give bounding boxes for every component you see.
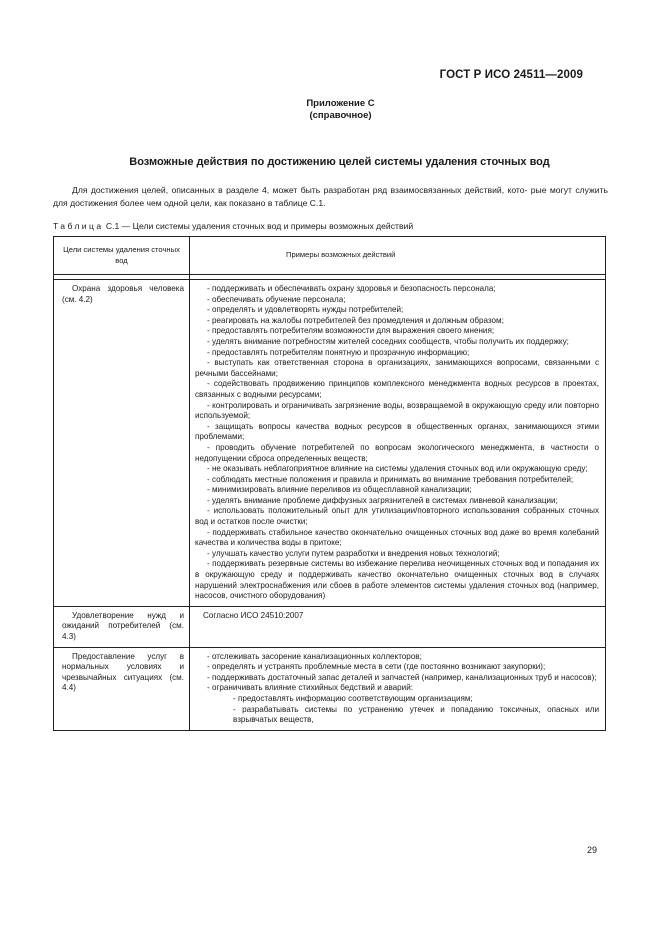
goals-table xyxy=(53,236,606,731)
action-item: - поддерживать резервные системы во избежание перелива неочищенных сточных вод и попадания их в окружающую среду и поддерживать качество окончательно очищенных сточных вод в случаях нарушений электроснабжения или сбоев в работе элементов системы удаления сточных вод (например, насосов, очистного оборудования) xyxy=(195,559,599,601)
action-item: - минимизировать влияние переливов из общесплавной канализации; xyxy=(207,485,472,495)
action-item: - не оказывать неблагоприятное влияние на системы удаления сточных вод или окружающую среду; xyxy=(207,464,588,474)
action-item: - улучшать качество услуги путем разработки и внедрения новых технологий; xyxy=(207,548,500,558)
actions-cell xyxy=(190,280,606,607)
table-row xyxy=(54,647,606,730)
action-item: Согласно ИСО 24510:2007 xyxy=(203,610,304,620)
actions-cell xyxy=(190,647,606,730)
section-title: Возможные действия по достижению целей системы удаления сточных вод xyxy=(129,156,550,168)
page-number: 29 xyxy=(586,845,597,855)
action-item: - ограничивать влияние стихийных бедствий и аварий: xyxy=(207,683,413,693)
column-header-goals: Цели системы удаления сточных вод xyxy=(54,237,190,275)
action-item: - содействовать продвижению принципов комплексного менеджмента водных ресурсов в проектах, связанных с водными ресурсами; xyxy=(195,379,599,399)
action-item: - уделять внимание проблеме диффузных загрязнителей в системах ливневой канализации; xyxy=(207,495,558,505)
action-item: - соблюдать местные положения и правила и принимать во внимание требования потребителей; xyxy=(207,474,574,484)
action-subitem: - разрабатывать системы по устранению утечек и попаданию токсичных, опасных или взрывчатых веществ, xyxy=(233,704,599,725)
annex-title: Приложение С xyxy=(306,98,375,109)
action-item: - поддерживать стабильное качество окончательно очищенных сточных вод даже во время колебаний качества и количества воды в притоке; xyxy=(195,527,599,548)
table-caption xyxy=(53,221,613,231)
action-item: - предоставлять потребителям возможности для выражения своего мнения; xyxy=(207,326,495,336)
document-code: ГОСТ Р ИСО 24511—2009 xyxy=(439,69,583,81)
table-caption-text: С.1 — Цели системы удаления сточных вод и примеры возможных действий xyxy=(105,221,414,231)
action-item: - определять и удовлетворять нужды потребителей; xyxy=(207,305,404,315)
action-item: - защищать вопросы качества водных ресурсов в общественных органах, занимающихся этими проблемами; xyxy=(195,421,599,442)
action-item: - выступать как ответственная сторона в организациях, занимающихся вопросами, связанными с речными бассейнами; xyxy=(195,358,599,378)
table-row xyxy=(54,280,606,607)
action-item: - отслеживать засорение канализационных коллекторов; xyxy=(207,651,422,661)
intro-paragraph: Для достижения целей, описанных в разделе 4, может быть разработан ряд взаимосвязанных действий, кото- рые могут служить для достижения более чем одной цели, как показано в таблице С.1. xyxy=(53,185,608,208)
goal-cell: Удовлетворение нужд и ожиданий потребителей (см. 4.3) xyxy=(54,606,190,647)
action-item: - контролировать и ограничивать загрязнение воды, возвращаемой в окружающую среду или повторно используемой; xyxy=(195,400,599,421)
action-subitem: - предоставлять информацию соответствующим организациям; xyxy=(233,693,473,703)
annex-subtitle: (справочное) xyxy=(309,110,372,121)
annex-heading xyxy=(0,98,661,122)
table-caption-label: Таблица xyxy=(53,221,104,231)
table-header-row xyxy=(54,237,606,275)
action-item: - поддерживать и обеспечивать охрану здоровья и безопасность персонала; xyxy=(207,284,496,293)
action-item: - проводить обучение потребителей по вопросам экологического менеджмента, в частности о недопущении сброса определенных веществ; xyxy=(195,442,599,463)
action-item: - реагировать на жалобы потребителей без промедления и должным образом; xyxy=(207,315,504,325)
action-item: - предоставлять потребителям понятную и прозрачную информацию; xyxy=(207,347,470,357)
column-header-actions: Примеры возможных действий xyxy=(190,237,606,275)
goal-cell: Охрана здоровья человека (см. 4.2) xyxy=(54,280,190,607)
goal-cell: Предоставление услуг в нормальных условиях и чрезвычайных ситуациях (см. 4.4) xyxy=(54,647,190,730)
action-item: - поддерживать достаточный запас деталей и запчастей (например, канализационных труб и насосов); xyxy=(207,672,597,682)
actions-cell xyxy=(190,606,606,647)
action-item: - использовать положительный опыт для утилизации/повторного использования собранных сточных вод и остатков после очистки; xyxy=(195,506,599,527)
action-item: - уделять внимание потребностям жителей соседних сообществ, чтобы получить их поддержку; xyxy=(207,336,569,346)
action-item: - определять и устранять проблемные места в сети (где постоянно возникают закупорки); xyxy=(207,662,546,672)
table-row xyxy=(54,606,606,647)
action-item: - обеспечивать обучение персонала; xyxy=(207,294,346,304)
